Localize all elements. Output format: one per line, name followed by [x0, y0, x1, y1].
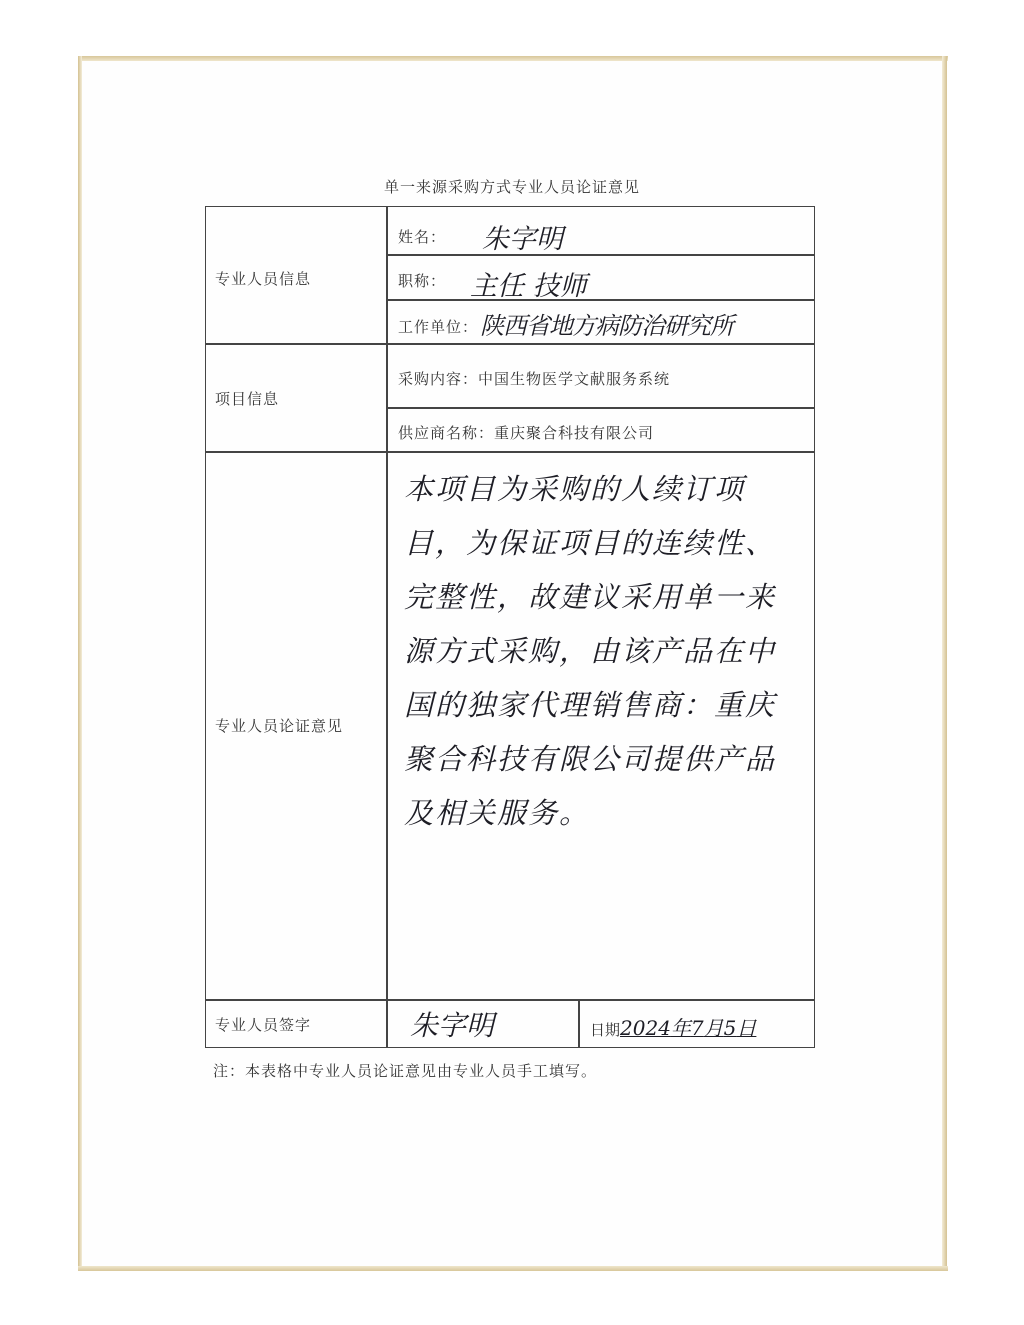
date-month: 7: [690, 1016, 704, 1040]
name-label: 姓名：: [398, 228, 447, 246]
footnote: 注：本表格中专业人员论证意见由专业人员手工填写。: [213, 1062, 598, 1080]
rule-title: [387, 299, 814, 301]
signature-handwritten: 朱字明: [410, 1009, 495, 1042]
title-handwritten: 主任 技师: [470, 271, 587, 302]
date-day-suffix: 日: [736, 1016, 757, 1040]
paper-edge-right: [942, 56, 947, 1271]
name-handwritten: 朱字明: [482, 224, 563, 255]
employer-label: 工作单位：: [398, 318, 479, 336]
signature-divider: [578, 999, 580, 1048]
date-field: [590, 1012, 756, 1041]
date-month-suffix: 月: [703, 1016, 724, 1040]
document-title: 单一来源采购方式专业人员论证意见: [383, 178, 640, 196]
date-year-suffix: 年: [670, 1016, 691, 1040]
title-label: 职称：: [398, 272, 447, 290]
opinion-label: 专业人员论证意见: [215, 717, 344, 735]
rule-name: [387, 254, 814, 256]
rule-opinion-section: [205, 999, 814, 1001]
project-info-label: 项目信息: [215, 390, 280, 408]
signature-label: 专业人员签字: [215, 1016, 312, 1034]
column-divider: [386, 206, 388, 1048]
procurement-content: 采购内容：中国生物医学文献服务系统: [398, 370, 671, 388]
date-day: 5: [723, 1016, 737, 1040]
date-year: 2024: [620, 1016, 671, 1040]
paper-edge-bottom: [78, 1266, 948, 1271]
expert-info-label: 专业人员信息: [215, 270, 312, 288]
supplier-name: 供应商名称：重庆聚合科技有限公司: [398, 424, 655, 442]
date-label: 日期: [590, 1021, 621, 1039]
employer-handwritten: 陕西省地方病防治研究所: [480, 312, 733, 340]
rule-expert-section: [205, 343, 814, 345]
rule-project-section: [205, 451, 814, 453]
rule-content: [387, 407, 814, 409]
opinion-handwritten: 本项目为采购的人续订项目，为保证项目的连续性、完整性，故建议采用单一来源方式采购，由该产品在中国的独家代理销售商：重庆聚合科技有限公司提供产品及相关服务。: [404, 472, 777, 830]
